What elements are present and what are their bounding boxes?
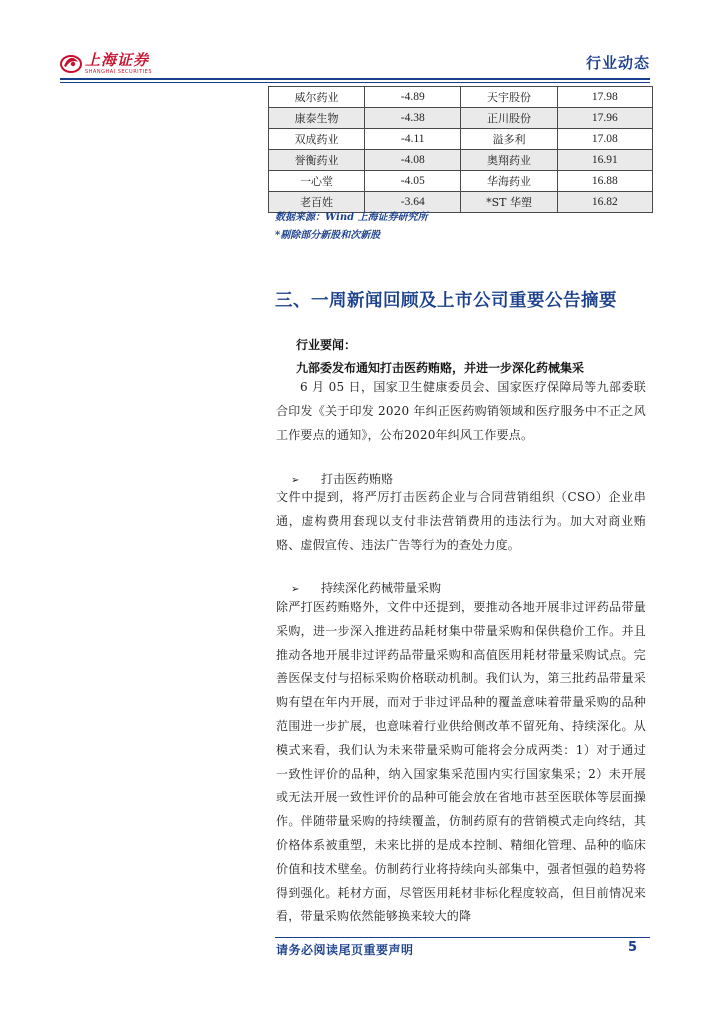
- table-cell: -4.89: [365, 87, 461, 108]
- table-cell: -4.08: [365, 150, 461, 171]
- table-row: [269, 150, 653, 171]
- disclaimer-text: 请务必阅读尾页重要声明: [276, 943, 414, 957]
- table-cell: 正川股份: [461, 108, 557, 129]
- footer-divider: [275, 937, 650, 938]
- table-cell: 溢多利: [461, 129, 557, 150]
- logo-en-text: SHANGHAI SECURITIES: [85, 69, 153, 75]
- table-cell: *ST 华塑: [461, 192, 557, 213]
- table-cell: 17.08: [557, 129, 652, 150]
- section-heading: 三、一周新闻回顾及上市公司重要公告摘要: [275, 291, 617, 311]
- table-cell: 17.96: [557, 108, 652, 129]
- table-cell: 一心堂: [269, 171, 365, 192]
- table-cell: 老百姓: [269, 192, 365, 213]
- page-number: 5: [628, 940, 638, 955]
- table-cell: 华海药业: [461, 171, 557, 192]
- page-header: [60, 48, 650, 86]
- header-divider-thin: [60, 82, 650, 83]
- table-row: [269, 108, 653, 129]
- arrow-bullet-icon: ➢: [291, 584, 300, 595]
- logo-emblem-icon: [60, 52, 82, 74]
- industry-news-label: 行业要闻：: [296, 338, 357, 352]
- table-row: [269, 87, 653, 108]
- table-cell: 17.98: [557, 87, 652, 108]
- report-type-label: 行业动态: [585, 54, 650, 72]
- table-cell: 16.82: [557, 192, 652, 213]
- table-cell: 双成药业: [269, 129, 365, 150]
- news-paragraph-3: 除严打医药贿赂外，文件中还提到，要推动各地开展非过评药品带量采购，进一步深入推进药品耗材集中带量采购和保供稳价工作。并且推动各地开展非过评药品带量采购和高值医用耗材带量采购试点。完善医保支付与招标采购价格联动机制。我们认为，第三批药品带量采购有望在年内开展，而对于非过评品种的覆盖意味着带量采购的品种范围进一步扩展，也意味着行业供给侧改革不留死角、持续深化。从模式来看，我们认为未来带量采购可能将会分成两类：1）对于通过一致性评价的品种，纳入国家集采范围内实行国家集采；2）未开展或无法开展一致性评价的品种可能会放在省地市甚至医联体等层面操作。伴随带量采购的持续覆盖，仿制药原有的营销模式走向终结，其价格体系被重塑，未来比拼的是成本控制、精细化管理、品种的临床价值和技术壁垒。仿制药行业将持续向头部集中，强者恒强的趋势将得到强化。耗材方面，尽管医用耗材非标化程度较高，但目前情况来看，带量采购依然能够换来较大的降: [276, 600, 646, 924]
- stock-ranking-table: [268, 86, 653, 213]
- table-row: [269, 171, 653, 192]
- bullet-label: 打击医药贿赂: [321, 472, 394, 486]
- company-logo: [60, 52, 152, 76]
- table-cell: -4.38: [365, 108, 461, 129]
- header-divider: [60, 78, 650, 80]
- exclusion-note: *剔除部分新股和次新股: [275, 230, 381, 241]
- news-paragraph-1: 6 月 05 日，国家卫生健康委员会、国家医疗保障局等九部委联合印发《关于印发 2020 年纠正医药购销领域和医疗服务中不正之风工作要点的通知》，公布2020年纠风工作要点。: [276, 380, 646, 442]
- table-cell: 威尔药业: [269, 87, 365, 108]
- table-cell: -4.05: [365, 171, 461, 192]
- table-cell: -4.11: [365, 129, 461, 150]
- arrow-bullet-icon: ➢: [291, 475, 300, 486]
- bullet-item-2: [291, 579, 441, 596]
- news-paragraph-2: 文件中提到，将严厉打击医药企业与合同营销组织（CSO）企业串通，虚构费用套现以支付非法营销费用的违法行为。加大对商业贿赂、虚假宣传、违法广告等行为的查处力度。: [276, 490, 646, 552]
- table-cell: 16.88: [557, 171, 652, 192]
- table-cell: 康泰生物: [269, 108, 365, 129]
- bullet-label: 持续深化药械带量采购: [321, 581, 442, 595]
- logo-cn-text: 上海证券: [85, 51, 150, 69]
- data-source-note: 数据来源：Wind 上海证券研究所: [275, 212, 428, 223]
- table-cell: 16.91: [557, 150, 652, 171]
- bullet-item-1: [291, 470, 393, 487]
- table-cell: 天宇股份: [461, 87, 557, 108]
- table-cell: 誉衡药业: [269, 150, 365, 171]
- table-cell: 奥翔药业: [461, 150, 557, 171]
- table-row: [269, 129, 653, 150]
- news-title: 九部委发布通知打击医药贿赂，并进一步深化药械集采: [296, 361, 585, 375]
- table-cell: -3.64: [365, 192, 461, 213]
